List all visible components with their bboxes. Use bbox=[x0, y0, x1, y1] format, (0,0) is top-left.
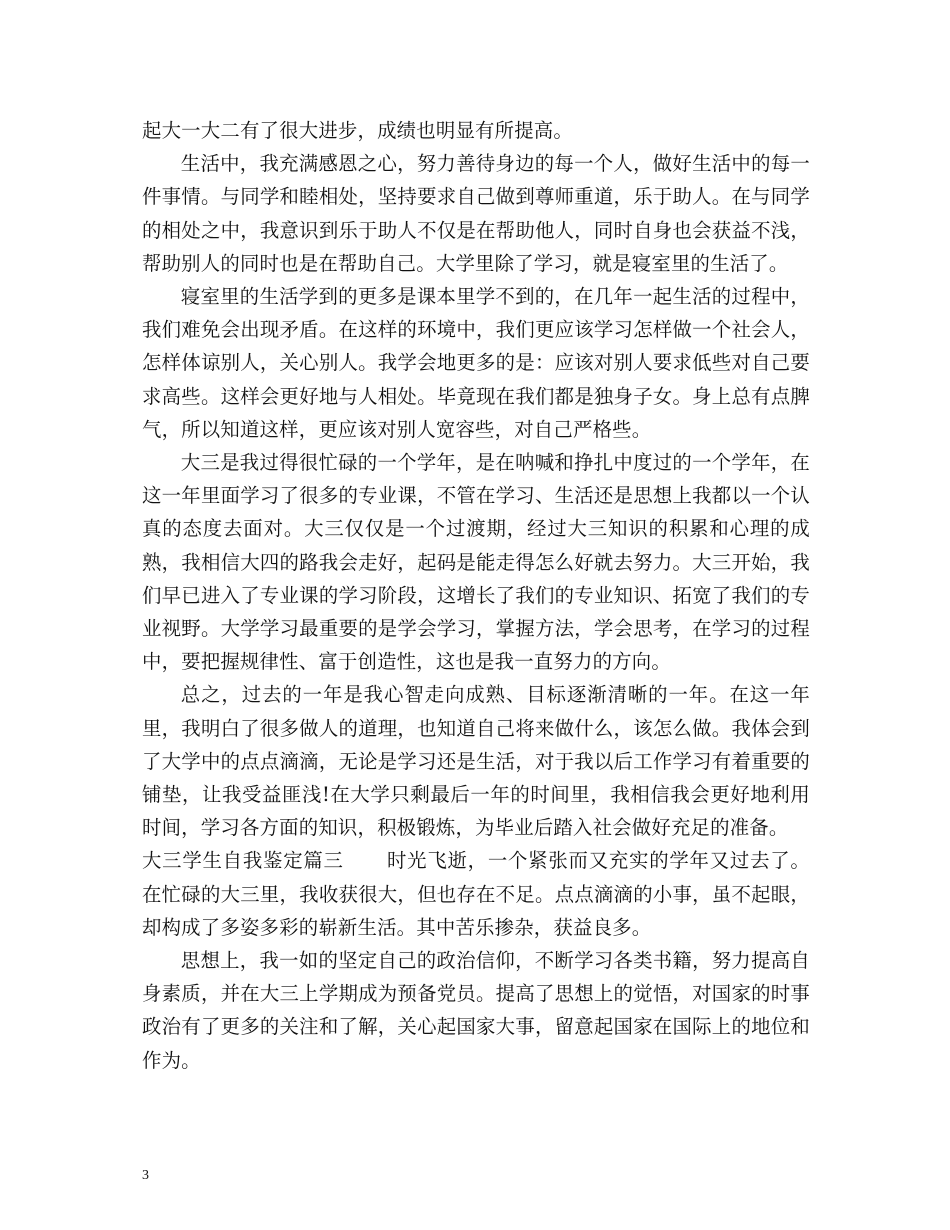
page-number: 3 bbox=[142, 1168, 149, 1183]
paragraph-thought: 思想上，我一如的坚定自己的政治信仰，不断学习各类书籍，努力提高自身素质，并在大三上学期成为预备党员。提高了思想上的觉悟，对国家的时事政治有了更多的关注和了解，关心起国家大事，留意起国家在国际上的地位和作为。 bbox=[142, 949, 810, 1072]
paragraph-continuation: 起大一大二有了很大进步，成绩也明显有所提高。 bbox=[142, 119, 573, 142]
section-intro-text: 时光飞逝，一个紧张而又充实的学年又过去了。在忙碌的大三里，我收获很大，但也存在不足。点点滴滴的小事，虽不起眼，却构成了多姿多彩的崭新生活。其中苦乐掺杂，获益良多。 bbox=[142, 849, 810, 939]
document-body bbox=[142, 114, 810, 1077]
paragraph-summary: 总之，过去的一年是我心智走向成熟、目标逐渐清晰的一年。在这一年里，我明白了很多做人的道理，也知道自己将来做什么，该怎么做。我体会到了大学中的点点滴滴，无论是学习还是生活，对于我以后工作学习有着重要的铺垫，让我受益匪浅!在大学只剩最后一年的时间里，我相信我会更好地利用时间，学习各方面的知识，积极锻炼，为毕业后踏入社会做好充足的准备。 bbox=[142, 683, 810, 840]
paragraph-dormitory: 寝室里的生活学到的更多是课本里学不到的，在几年一起生活的过程中，我们难免会出现矛盾。在这样的环境中，我们更应该学习怎样做一个社会人，怎样体谅别人，关心别人。我学会地更多的是：应该对别人要求低些对自己要求高些。这样会更好地与人相处。毕竟现在我们都是独身子女。身上总有点脾气，所以知道这样，更应该对别人宽容些，对自己严格些。 bbox=[142, 285, 810, 441]
section-title: 大三学生自我鉴定篇三 bbox=[142, 849, 344, 873]
paragraph-life: 生活中，我充满感恩之心，努力善待身边的每一个人，做好生活中的每一件事情。与同学和睦相处，坚持要求自己做到尊师重道，乐于助人。在与同学的相处之中，我意识到乐于助人不仅是在帮助他人，同时自身也会获益不浅，帮助别人的同时也是在帮助自己。大学里除了学习，就是寝室里的生活了。 bbox=[142, 152, 810, 275]
section-paragraph bbox=[142, 844, 810, 944]
paragraph-junior-year: 大三是我过得很忙碌的一个学年，是在呐喊和挣扎中度过的一个学年，在这一年里面学习了很多的专业课，不管在学习、生活还是思想上我都以一个认真的态度去面对。大三仅仅是一个过渡期，经过大三知识的积累和心理的成熟，我相信大四的路我会走好，起码是能走得怎么好就去努力。大三开始，我们早已进入了专业课的学习阶段，这增长了我们的专业知识、拓宽了我们的专业视野。大学学习最重要的是学会学习，掌握方法，学会思考，在学习的过程中，要把握规律性、富于创造性，这也是我一直努力的方向。 bbox=[142, 451, 810, 674]
